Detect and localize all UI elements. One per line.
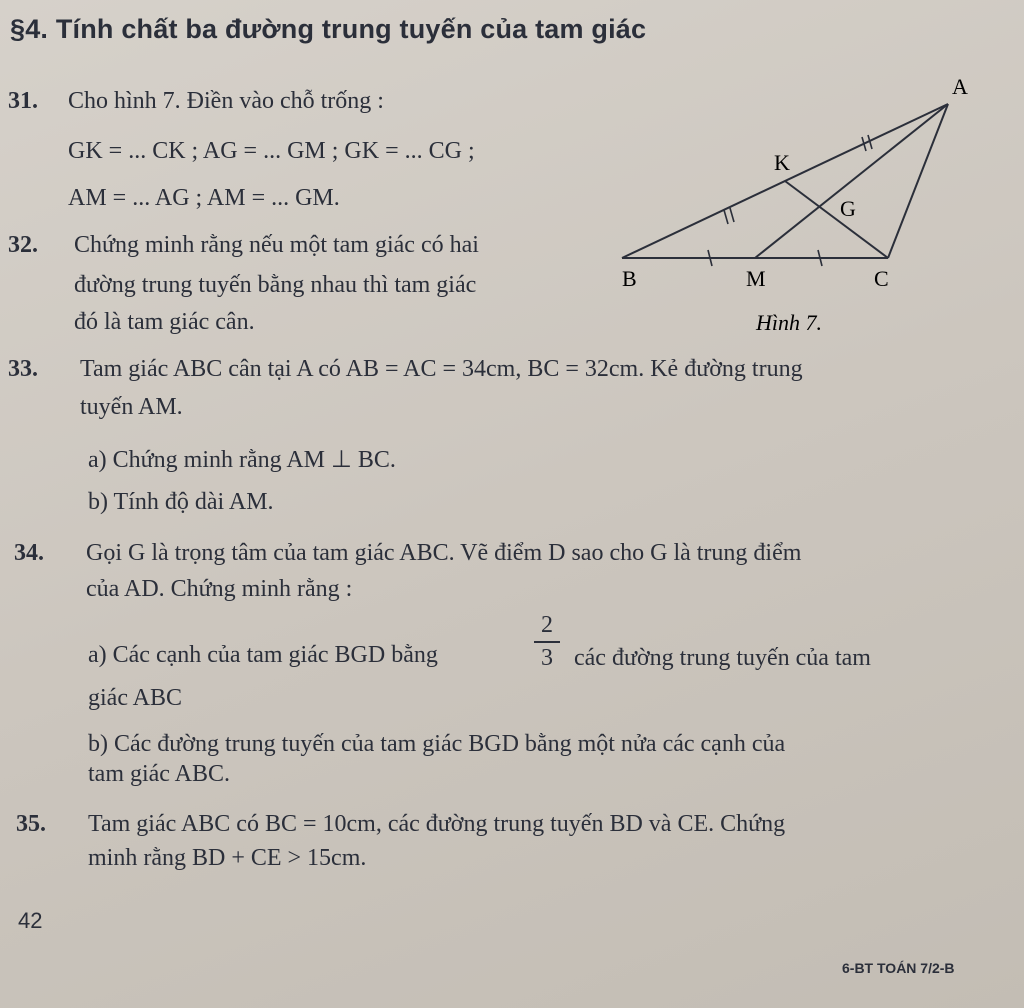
- exercise-34-part-a-line2: giác ABC: [88, 685, 182, 711]
- exercise-34-number: 34.: [14, 540, 44, 566]
- exercise-35-line2: minh rằng BD + CE > 15cm.: [88, 845, 367, 871]
- exercise-33-number: 33.: [8, 356, 38, 382]
- fraction-two-thirds: [532, 612, 562, 672]
- exercise-34-part-b-line1: b) Các đường trung tuyến của tam giác BGD bằng một nửa các cạnh của: [88, 731, 786, 757]
- exercise-33-part-b: b) Tính độ dài AM.: [88, 489, 274, 515]
- exercise-35-number: 35.: [16, 811, 46, 837]
- label-b: B: [622, 266, 637, 291]
- exercise-33-part-a: a) Chứng minh rằng AM ⊥ BC.: [88, 447, 396, 473]
- exercise-32-number: 32.: [8, 232, 38, 258]
- exercise-33-line2: tuyến AM.: [80, 394, 183, 420]
- exercise-34-line2: của AD. Chứng minh rằng :: [86, 576, 353, 602]
- exercise-34-line1: Gọi G là trọng tâm của tam giác ABC. Vẽ điểm D sao cho G là trung điểm: [86, 540, 802, 566]
- tick-bk-1: [724, 210, 728, 224]
- label-c: C: [874, 266, 889, 291]
- fraction-bar: [534, 641, 560, 643]
- tick-bk-2: [730, 208, 734, 222]
- fraction-numerator: 2: [541, 612, 553, 638]
- label-m: M: [746, 266, 766, 291]
- exercise-34-part-a-after: các đường trung tuyến của tam: [574, 645, 871, 671]
- footer-label: 6-BT TOÁN 7/2-B: [842, 960, 955, 976]
- page-number: 42: [18, 908, 43, 933]
- exercise-31-number: 31.: [8, 88, 38, 114]
- exercise-32-line3: đó là tam giác cân.: [74, 309, 255, 335]
- exercise-31-line2: GK = ... CK ; AG = ... GM ; GK = ... CG ;: [68, 138, 475, 164]
- figure-caption: Hình 7.: [756, 310, 822, 335]
- exercise-32-line2: đường trung tuyến bằng nhau thì tam giác: [74, 272, 477, 298]
- exercise-32-line1: Chứng minh rằng nếu một tam giác có hai: [74, 232, 479, 258]
- exercise-31-line1: Cho hình 7. Điền vào chỗ trống :: [68, 88, 384, 114]
- exercise-31-line3: AM = ... AG ; AM = ... GM.: [68, 185, 340, 211]
- label-k: K: [774, 150, 790, 175]
- exercise-33-line1: Tam giác ABC cân tại A có AB = AC = 34cm, BC = 32cm. Kẻ đường trung: [80, 356, 803, 382]
- fraction-denominator: 3: [541, 645, 553, 671]
- label-g: G: [840, 196, 856, 221]
- section-title: §4. Tính chất ba đường trung tuyến của tam giác: [10, 14, 647, 44]
- exercise-34-part-a-before: a) Các cạnh của tam giác BGD bằng: [88, 642, 438, 668]
- exercise-35-line1: Tam giác ABC có BC = 10cm, các đường trung tuyến BD và CE. Chứng: [88, 811, 786, 837]
- exercise-34-part-b-line2: tam giác ABC.: [88, 761, 230, 787]
- label-a: A: [952, 74, 968, 99]
